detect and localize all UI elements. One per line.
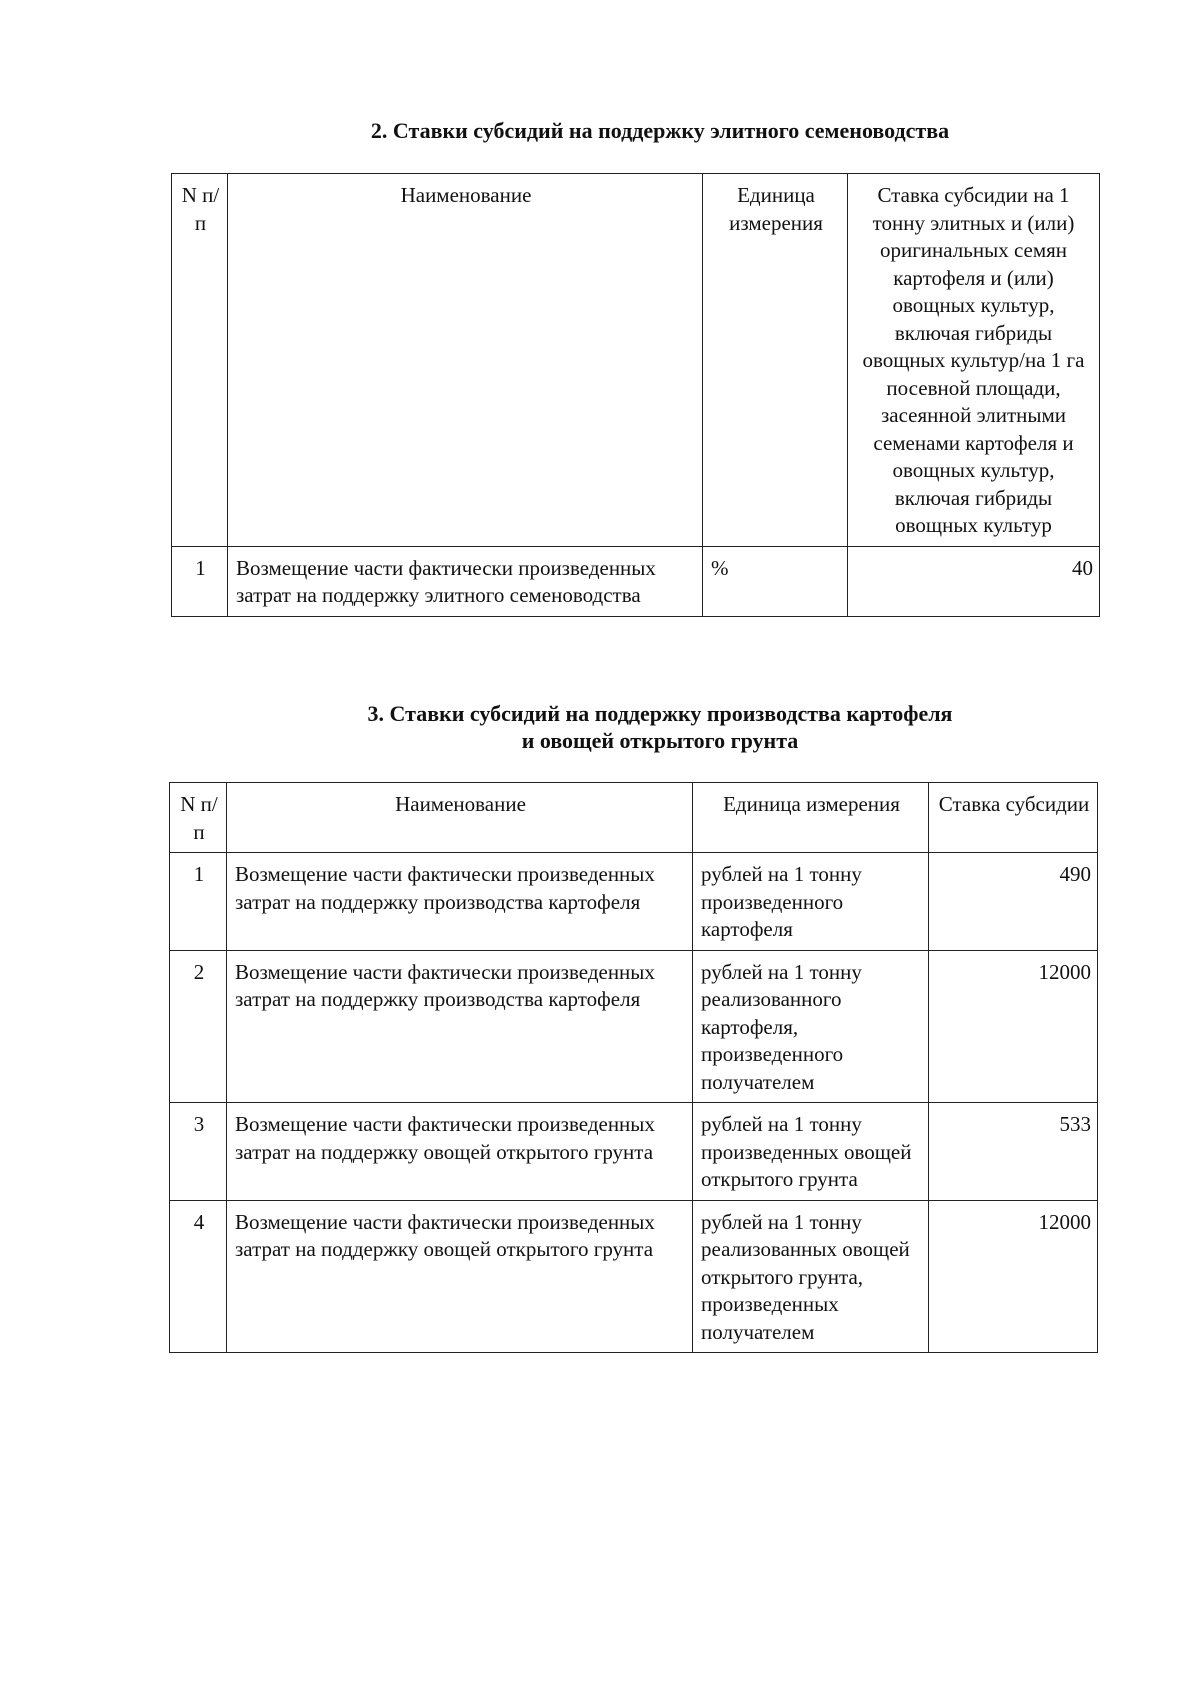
row-name: Возмещение части фактически произведенных затрат на поддержку овощей открытого грунта — [227, 1200, 693, 1353]
header-unit: Единица измерения — [693, 783, 929, 853]
row-num: 1 — [172, 546, 228, 616]
row-rate: 12000 — [929, 950, 1098, 1103]
header-rate: Ставка субсидии — [929, 783, 1098, 853]
table-row — [172, 546, 1100, 616]
section-2-title-text: 2. Ставки субсидий на поддержку элитного семеноводства — [370, 118, 950, 143]
row-unit: рублей на 1 тонну реализованного картофеля, произведенного получателем — [693, 950, 929, 1103]
header-num: N п/п — [172, 174, 228, 547]
row-rate: 40 — [848, 546, 1100, 616]
table-row — [170, 950, 1098, 1103]
section-2-title — [60, 117, 1200, 144]
row-unit: рублей на 1 тонну произведенных овощей открытого грунта — [693, 1103, 929, 1201]
header-name: Наименование — [228, 174, 703, 547]
row-num: 4 — [170, 1200, 227, 1353]
table-row — [170, 1103, 1098, 1201]
row-num: 1 — [170, 853, 227, 951]
section-3-title-line-1: 3. Ставки субсидий на поддержку производства картофеля — [367, 701, 953, 726]
table-header-row — [170, 783, 1098, 853]
section-3-title-line-2: и овощей открытого грунта — [521, 728, 799, 753]
table-header-row — [172, 174, 1100, 547]
table-row — [170, 853, 1098, 951]
row-num: 2 — [170, 950, 227, 1103]
row-name: Возмещение части фактически произведенных затрат на поддержку производства картофеля — [227, 853, 693, 951]
section-3-title — [60, 700, 1200, 754]
header-unit: Единица измерения — [703, 174, 848, 547]
elite-seed-subsidy-table — [171, 173, 1100, 617]
header-rate: Ставка субсидии на 1 тонну элитных и (или) оригинальных семян картофеля и (или) овощных культур, включая гибриды овощных культур/на 1 га посевной площади, засеянной элитными семенами картофеля и овощных культур, включая гибриды овощных культур — [848, 174, 1100, 547]
row-unit: рублей на 1 тонну реализованных овощей открытого грунта, произведенных получателем — [693, 1200, 929, 1353]
row-name: Возмещение части фактически произведенных затрат на поддержку производства картофеля — [227, 950, 693, 1103]
row-num: 3 — [170, 1103, 227, 1201]
row-name: Возмещение части фактически произведенных затрат на поддержку овощей открытого грунта — [227, 1103, 693, 1201]
row-name: Возмещение части фактически произведенных затрат на поддержку элитного семеноводства — [228, 546, 703, 616]
row-unit: % — [703, 546, 848, 616]
potato-vegetable-subsidy-table — [169, 782, 1098, 1353]
row-rate: 490 — [929, 853, 1098, 951]
row-rate: 533 — [929, 1103, 1098, 1201]
table-row — [170, 1200, 1098, 1353]
header-name: Наименование — [227, 783, 693, 853]
row-unit: рублей на 1 тонну произведенного картофеля — [693, 853, 929, 951]
row-rate: 12000 — [929, 1200, 1098, 1353]
header-num: N п/п — [170, 783, 227, 853]
